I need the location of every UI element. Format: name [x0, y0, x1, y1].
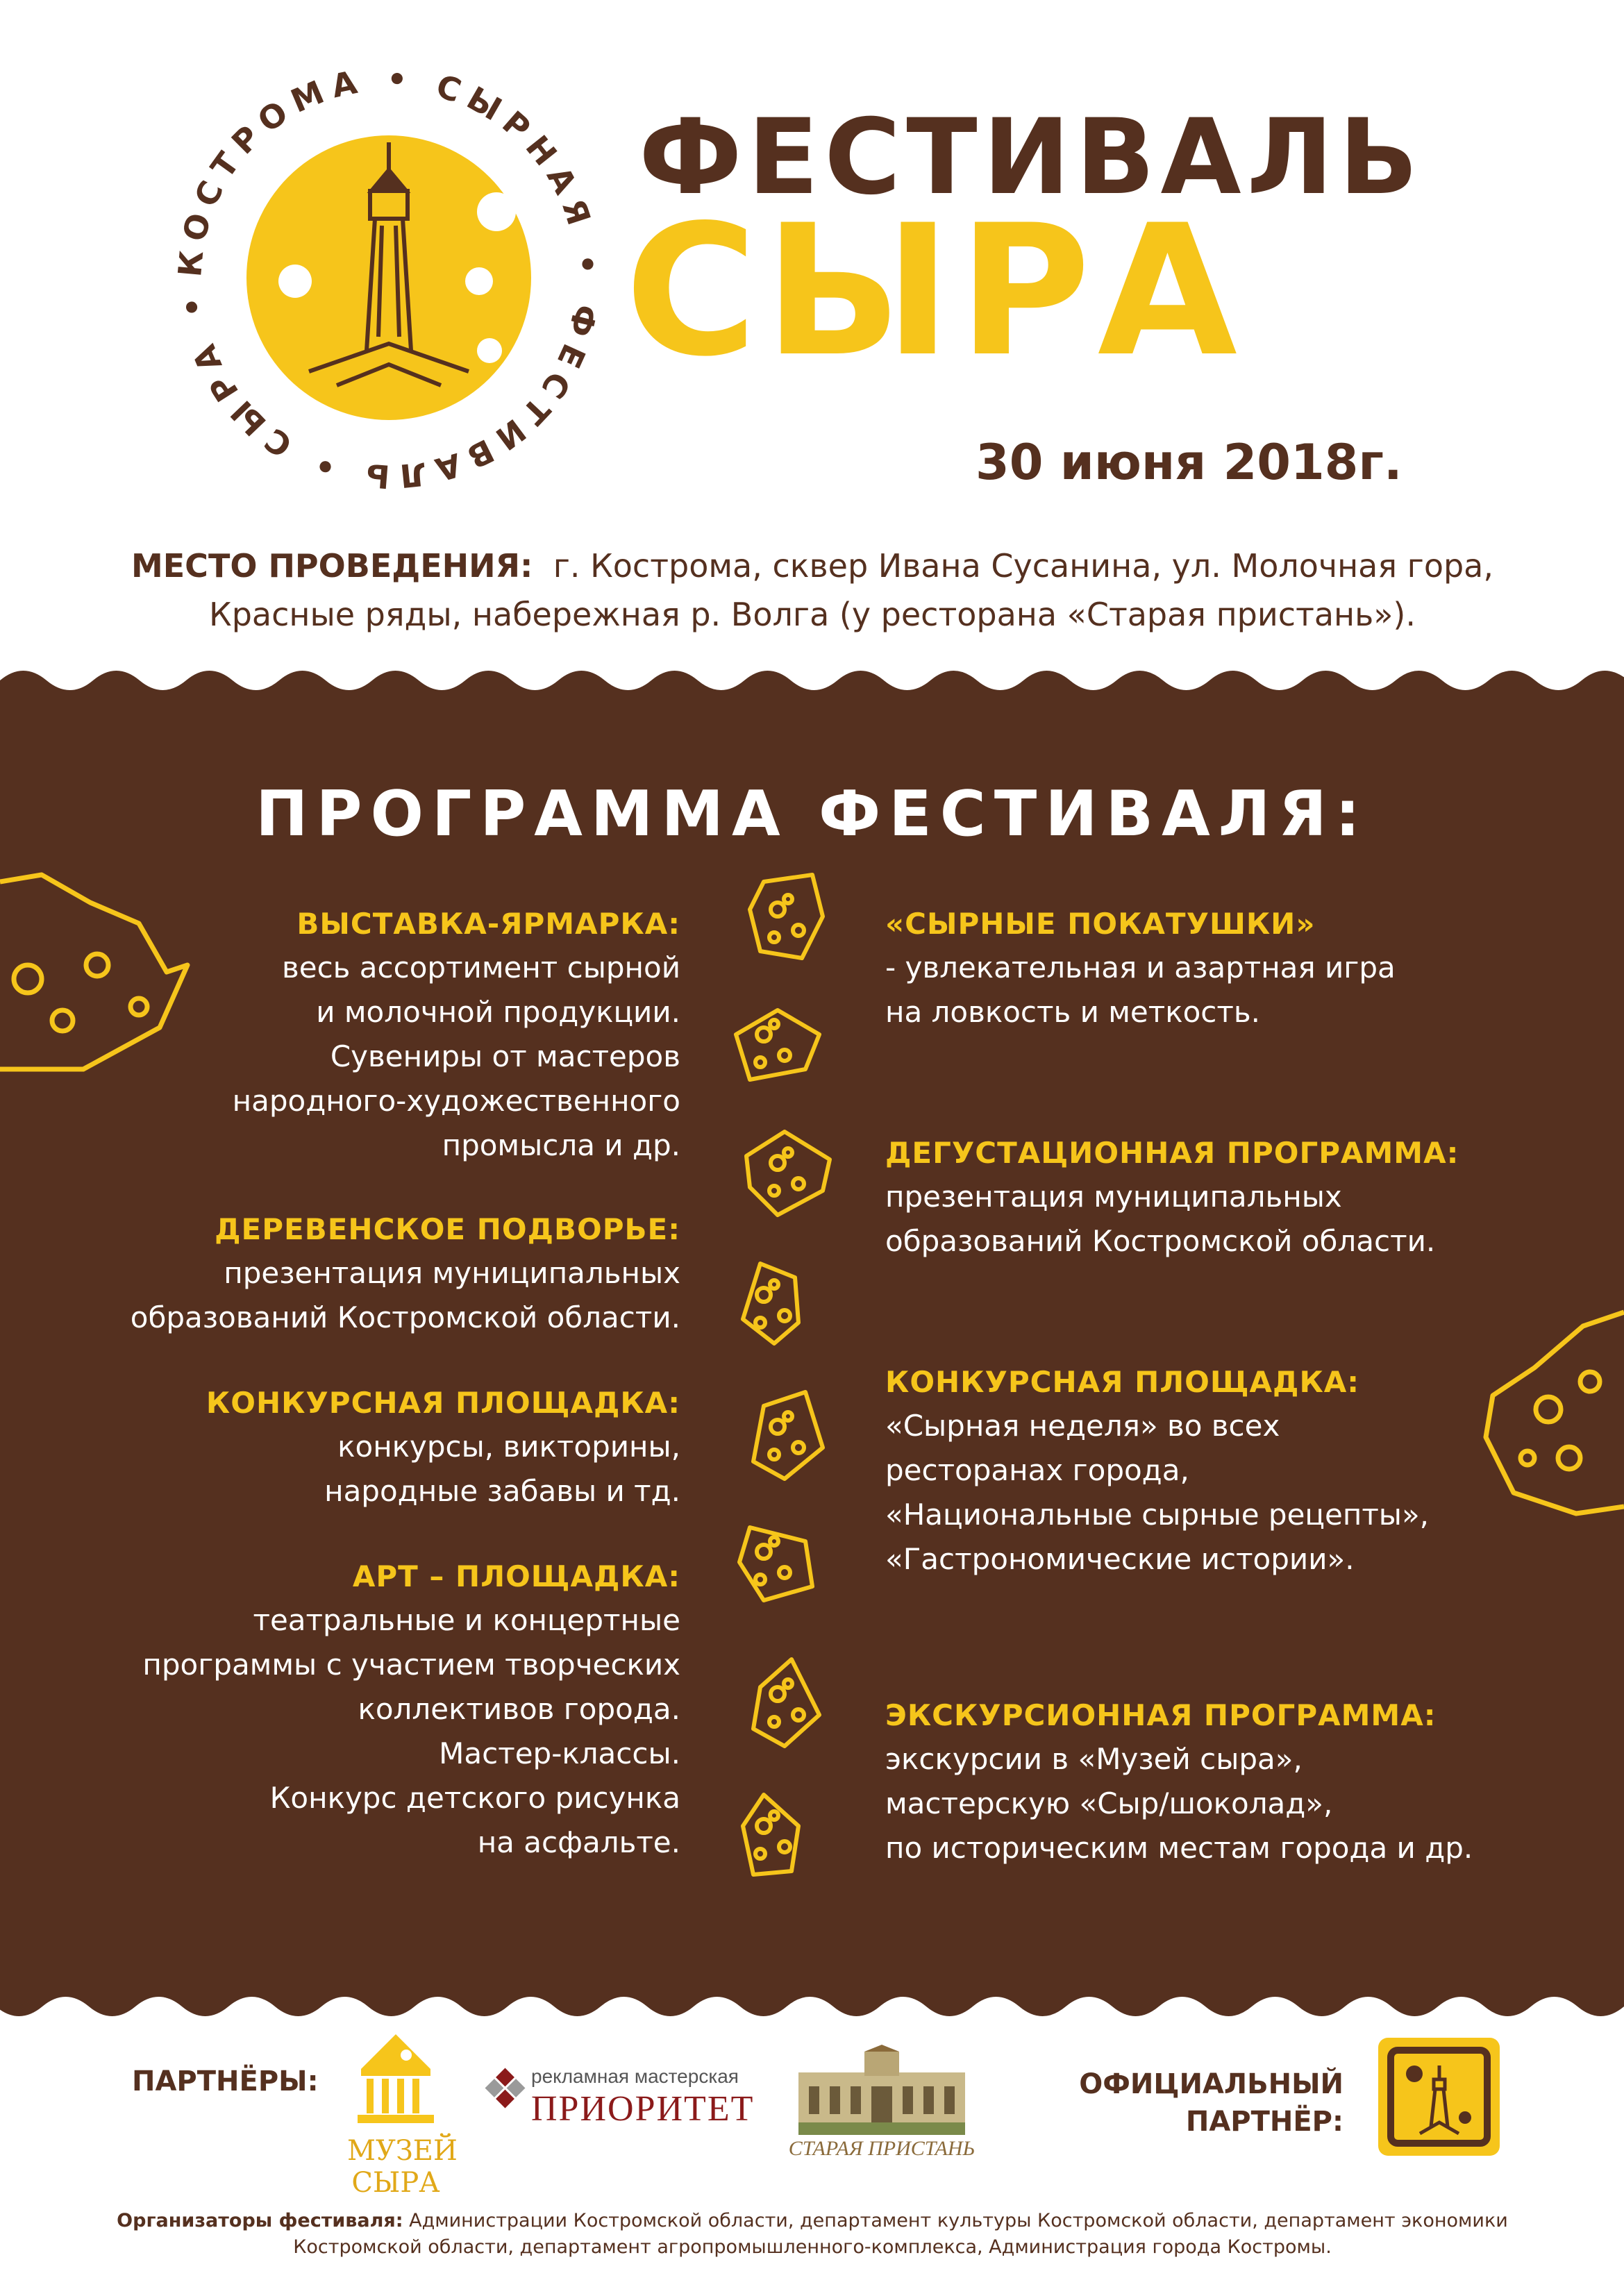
- muzei-syra-logo-text: МУЗЕЙ СЫРА: [347, 2135, 458, 2199]
- title-line2: СЫРА: [625, 187, 1244, 396]
- item-heading: ВЫСТАВКА-ЯРМАРКА:: [296, 907, 680, 941]
- svg-text:КОСТРОМА • СЫРНАЯ • ФЕСТИВАЛЬ: КОСТРОМА • СЫРНАЯ • ФЕСТИВАЛЬ • СЫРА •: [171, 60, 607, 496]
- partners-label: ПАРТНЁРЫ:: [132, 2065, 319, 2097]
- diamond-logo-icon: [483, 2065, 528, 2111]
- cheese-icon: [736, 868, 840, 972]
- official-partner-logo: [1378, 2038, 1500, 2156]
- cheese-icon: [722, 1784, 826, 1888]
- item-heading: «СЫРНЫЕ ПОКАТУШКИ»: [885, 907, 1316, 941]
- program-item: [56, 1382, 680, 1514]
- venue-line2: Красные ряды, набережная р. Волга (у ресторана «Старая пристань»).: [209, 596, 1416, 633]
- program-item: [885, 903, 1580, 1034]
- official-partner-label: ОФИЦИАЛЬНЫЙ ПАРТНЁР:: [1079, 2068, 1343, 2138]
- venue: [83, 542, 1541, 639]
- organizers: [69, 2208, 1555, 2261]
- festival-logo: [170, 59, 608, 496]
- item-heading: КОНКУРСНАЯ ПЛОЩАДКА:: [206, 1386, 680, 1420]
- item-heading: ДЕГУСТАЦИОННАЯ ПРОГРАММА:: [885, 1136, 1459, 1170]
- cheese-icon: [736, 1121, 840, 1225]
- program-title: ПРОГРАММА ФЕСТИВАЛЯ:: [256, 778, 1368, 850]
- item-text: «Сырная неделя» во всех ресторанах города, «Национальные сырные рецепты», «Гастрономические истории».: [885, 1409, 1429, 1576]
- cheese-icon: [722, 1253, 826, 1357]
- item-heading: АРТ – ПЛОЩАДКА:: [352, 1559, 680, 1593]
- item-heading: КОНКУРСНАЯ ПЛОЩАДКА:: [885, 1365, 1360, 1399]
- program-item: [56, 903, 680, 1168]
- item-text: весь ассортимент сырной и молочной продукции. Сувениры от мастеров народного-художественного промысла и др.: [232, 950, 680, 1162]
- item-text: театральные и концертные программы с участием творческих коллективов города. Мастер-классы. Конкурс детского рисунка на асфальте.: [142, 1603, 680, 1859]
- cheese-column: [715, 868, 875, 1909]
- item-text: - увлекательная и азартная игра на ловкость и меткость.: [885, 950, 1396, 1029]
- cheese-icon: [722, 993, 826, 1097]
- program-item: [885, 1694, 1580, 1870]
- item-text: презентация муниципальных образований Костромской области.: [130, 1256, 680, 1334]
- cheese-icon: [736, 1385, 840, 1489]
- program-item: [56, 1208, 680, 1340]
- item-heading: ДЕРЕВЕНСКОЕ ПОДВОРЬЕ:: [215, 1212, 680, 1246]
- building-icon: [354, 2027, 437, 2131]
- prioritet-subtitle: рекламная мастерская: [531, 2065, 739, 2087]
- cheese-icon: [722, 1510, 826, 1614]
- venue-label: МЕСТО ПРОВЕДЕНИЯ:: [131, 547, 533, 585]
- item-text: конкурсы, викторины, народные забавы и тд.: [324, 1430, 680, 1508]
- organizers-label: Организаторы фестиваля:: [117, 2210, 403, 2231]
- item-text: экскурсии в «Музей сыра», мастерскую «Сыр/шоколад», по историческим местам города и др.: [885, 1742, 1473, 1865]
- program-item: [885, 1132, 1580, 1264]
- festival-date: 30 июня 2018г.: [976, 434, 1403, 491]
- stary-pristan-building-icon: [798, 2045, 965, 2135]
- program-item: [56, 1555, 680, 1865]
- prioritet-logo-text: ПРИОРИТЕТ: [531, 2089, 755, 2129]
- item-heading: ЭКСКУРСИОННАЯ ПРОГРАММА:: [885, 1698, 1437, 1732]
- title-line1: ФЕСТИВАЛЬ: [639, 97, 1424, 218]
- stary-pristan-logo-text: СТАРАЯ ПРИСТАНЬ: [788, 2137, 976, 2160]
- organizers-text: Администрации Костромской области, департамент культуры Костромской области, департамент экономики Костромской области, департамент агропромышленного-комплекса, Администрация города Костромы.: [293, 2210, 1508, 2258]
- program-item: [885, 1361, 1580, 1582]
- item-text: презентация муниципальных образований Костромской области.: [885, 1180, 1436, 1258]
- venue-line1: г. Кострома, сквер Ивана Сусанина, ул. Молочная гора,: [553, 547, 1493, 585]
- cheese-icon: [736, 1652, 840, 1757]
